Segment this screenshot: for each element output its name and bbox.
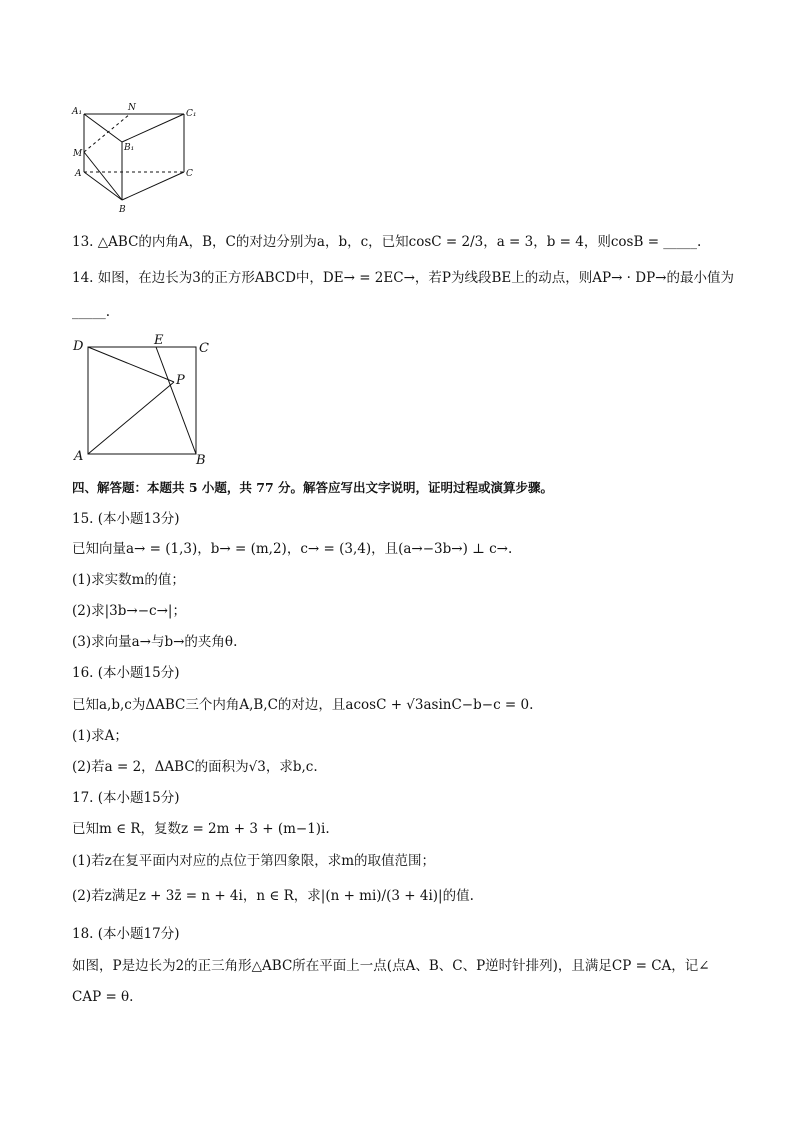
label-b: B bbox=[119, 205, 126, 215]
question-15-title: 15. (本小题13分) bbox=[72, 511, 180, 527]
question-13: 13. △ABC的内角A，B，C的对边分别为a，b，c，已知cosC = 2/3，a = 3，b = 4，则cosB = _____. bbox=[72, 234, 702, 250]
question-17-part-1: (1)若z在复平面内对应的点位于第四象限，求m的取值范围； bbox=[72, 853, 436, 869]
label-a: A bbox=[75, 169, 82, 179]
label-p: P bbox=[176, 373, 185, 388]
prism-diagram bbox=[68, 100, 208, 218]
label-e: E bbox=[154, 333, 164, 348]
label-c: C bbox=[199, 341, 209, 356]
section-heading: 四、解答题：本题共 5 小题，共 77 分。解答应写出文字说明，证明过程或演算步骤。 bbox=[72, 480, 554, 495]
question-14-text: 14. 如图，在边长为3的正方形ABCD中，DE→ = 2EC→，若P为线段BE上的动点，则AP→ · DP→的最小值为 bbox=[72, 270, 734, 286]
label-m: M bbox=[73, 149, 83, 159]
label-n: N bbox=[128, 103, 136, 113]
prism-figure bbox=[68, 100, 208, 218]
question-16-part-2: (2)若a = 2，ΔABC的面积为√3，求b,c. bbox=[72, 759, 318, 775]
question-16-title: 16. (本小题15分) bbox=[72, 665, 180, 681]
square-diagram bbox=[70, 330, 220, 470]
question-15-part-2: (2)求|3b→−c→|； bbox=[72, 603, 186, 619]
question-18-title: 18. (本小题17分) bbox=[72, 926, 180, 942]
label-c: C bbox=[186, 169, 193, 179]
label-b: B bbox=[196, 453, 206, 468]
question-18-stem: 如图，P是边长为2的正三角形△ABC所在平面上一点(点A、B、C、P逆时针排列)，且满足CP = CA，记∠ bbox=[72, 958, 710, 974]
label-a1: A₁ bbox=[72, 107, 83, 117]
question-17-stem: 已知m ∈ R，复数z = 2m + 3 + (m−1)i. bbox=[72, 821, 330, 837]
question-15-part-1: (1)求实数m的值； bbox=[72, 572, 185, 588]
question-16-part-1: (1)求A； bbox=[72, 728, 128, 744]
label-b1: B₁ bbox=[124, 143, 135, 153]
question-18-stem-cont: CAP = θ. bbox=[72, 989, 134, 1005]
label-a: A bbox=[74, 449, 84, 464]
label-c1: C₁ bbox=[186, 109, 197, 119]
question-15-stem: 已知向量a→ = (1,3)，b→ = (m,2)，c→ = (3,4)，且(a→−3b→) ⊥ c→. bbox=[72, 541, 513, 557]
question-16-stem: 已知a,b,c为ΔABC三个内角A,B,C的对边，且acosC + √3asinC−b−c = 0. bbox=[72, 697, 534, 713]
question-14-blank: _____. bbox=[72, 304, 111, 320]
question-15-part-3: (3)求向量a→与b→的夹角θ. bbox=[72, 634, 238, 650]
question-17-title: 17. (本小题15分) bbox=[72, 790, 180, 806]
question-17-part-2: (2)若z满足z + 3z̄ = n + 4i，n ∈ R，求|(n + mi)/(3 + 4i)|的值. bbox=[72, 888, 474, 904]
label-d: D bbox=[73, 339, 84, 354]
square-figure bbox=[70, 330, 220, 470]
